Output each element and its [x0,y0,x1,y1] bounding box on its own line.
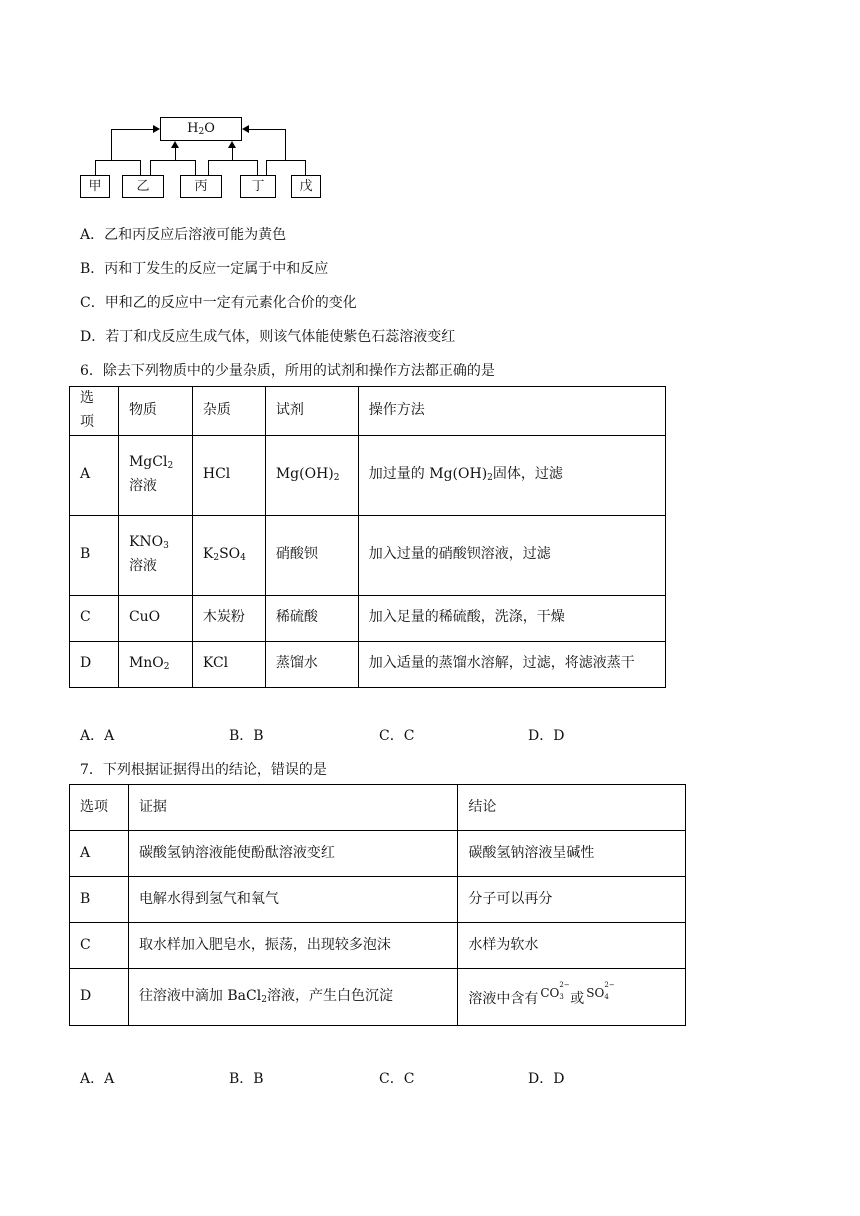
header-cell: 选项 [70,785,129,831]
table-row [70,435,666,515]
header-cell: 操作方法 [358,387,665,436]
table-row [70,515,666,595]
option-cell: A [70,435,119,515]
connector-line [111,129,153,130]
q7-answer-b: B．B [229,1071,264,1087]
q7-answer-a: A．A [80,1071,115,1087]
connector-line [257,160,258,175]
q6-table [69,386,666,688]
reagent-cell: 硝酸钡 [265,515,358,595]
impurity-cell: KCl [192,641,265,687]
header-cell: 试剂 [265,387,358,436]
option-cell: B [70,877,129,923]
substance-cell: MnO$_2$ [118,641,192,687]
connector-line [111,129,112,161]
header-cell: 结论 [458,785,686,831]
arrow-head [171,141,179,148]
conclusion-cell: 水样为软水 [458,923,686,969]
conclusion-cell: 碳酸氢钠溶液呈碱性 [458,831,686,877]
table-row [70,877,686,923]
conclusion-cell: 溶液中含有 CO 2− 3 或 SO 2− 4 [458,969,686,1026]
impurity-cell: HCl [192,435,265,515]
header-cell: 证据 [128,785,457,831]
connector-line [140,160,141,175]
evidence-cell: 往溶液中滴加 BaCl$_2$溶液，产生白色沉淀 [128,969,457,1026]
option-cell: D [70,641,119,687]
connector-line [150,160,196,161]
header-cell: 杂质 [192,387,265,436]
evidence-cell: 电解水得到氢气和氧气 [128,877,457,923]
method-cell: 加入适量的蒸馏水溶解，过滤，将滤液蒸干 [358,641,665,687]
connector-line [305,160,306,175]
q7-answer-d: D．D [528,1071,565,1087]
substance-cell: CuO [118,595,192,641]
table-row [70,923,686,969]
q6-stem: 6．除去下列物质中的少量杂质，所用的试剂和操作方法都正确的是 [80,363,495,379]
q5-option-d: D．若丁和戊反应生成气体，则该气体能使紫色石蕊溶液变红 [80,329,456,345]
connector-line [232,147,233,161]
header-cell: 选项 [70,387,119,436]
connector-line [266,160,306,161]
option-cell: C [70,923,129,969]
connector-line [175,147,176,161]
q6-answer-a: A．A [80,728,115,744]
header-cell: 物质 [118,387,192,436]
substance-cell: $KNO_3$溶液 [118,515,192,595]
q7-answer-c: C．C [379,1071,415,1087]
connector-line [95,160,141,161]
method-cell: 加入足量的稀硫酸，洗涤，干燥 [358,595,665,641]
option-cell: C [70,595,119,641]
arrow-head [153,125,160,133]
node-wu: 戊 [291,175,321,198]
carbonate-ion: CO 2− 3 [540,980,570,1001]
option-cell: A [70,831,129,877]
table-row [70,831,686,877]
table-row [70,969,686,1026]
evidence-cell: 碳酸氢钠溶液能使酚酞溶液变红 [128,831,457,877]
evidence-cell: 取水样加入肥皂水，振荡，出现较多泡沫 [128,923,457,969]
reagent-cell: $Mg(OH)_2$ [265,435,358,515]
impurity-cell: $K_2SO_4$ [192,515,265,595]
connector-line [95,160,96,175]
q6-answer-b: B．B [229,728,264,744]
reagent-cell: 稀硫酸 [265,595,358,641]
connector-line [266,160,267,175]
option-cell: D [70,969,129,1026]
q5-option-b: B．丙和丁发生的反应一定属于中和反应 [80,261,329,277]
arrow-head [242,125,249,133]
q5-option-a: A．乙和丙反应后溶液可能为黄色 [80,227,287,243]
method-cell: 加入过量的硝酸钡溶液，过滤 [358,515,665,595]
substance-cell: MgCl$_2$ 溶液 [118,435,192,515]
q5-option-c: C．甲和乙的反应中一定有元素化合价的变化 [80,295,357,311]
connector-line [208,160,209,175]
node-yi: 乙 [122,175,164,198]
conclusion-cell: 分子可以再分 [458,877,686,923]
connector-line [249,129,286,130]
q7-table [69,784,686,1026]
arrow-head [228,141,236,148]
sulfate-ion: SO 2− 4 [586,980,615,1001]
connector-line [195,160,196,175]
q6-answer-c: C．C [379,728,415,744]
water-box: $H_2O$ [160,117,242,141]
table-header-row [70,387,666,436]
node-jia: 甲 [80,175,110,198]
connector-line [208,160,258,161]
q6-answer-d: D．D [528,728,565,744]
table-header-row [70,785,686,831]
table-row [70,595,666,641]
node-bing: 丙 [180,175,222,198]
reagent-cell: 蒸馏水 [265,641,358,687]
option-cell: B [70,515,119,595]
impurity-cell: 木炭粉 [192,595,265,641]
table-row [70,641,666,687]
connector-line [285,129,286,161]
q7-stem: 7．下列根据证据得出的结论，错误的是 [80,762,327,778]
connector-line [150,160,151,175]
method-cell: 加过量的 $Mg(OH)_2$固体，过滤 [358,435,665,515]
node-ding: 丁 [240,175,276,198]
